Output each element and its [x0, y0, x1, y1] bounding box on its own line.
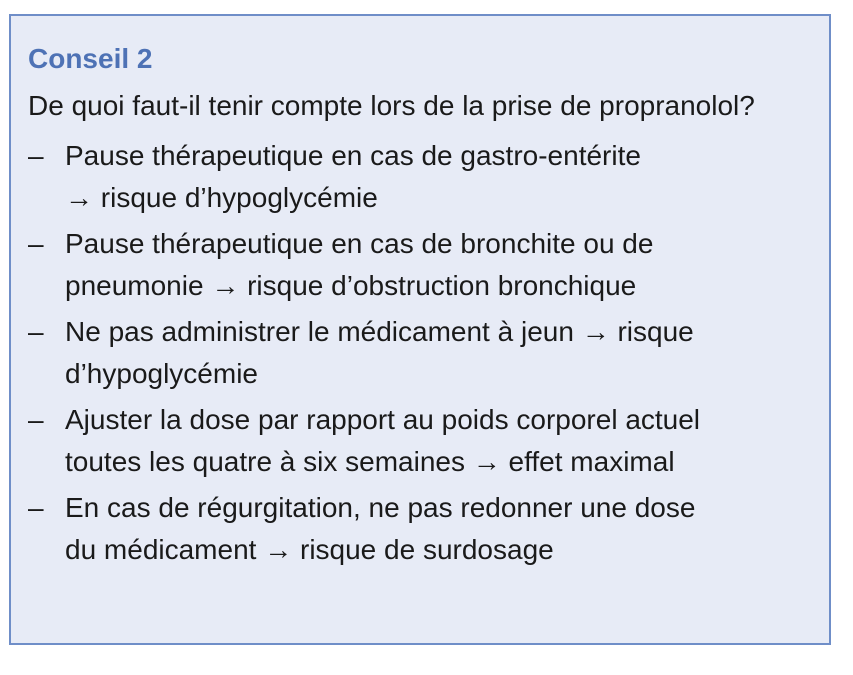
list-item [28, 135, 811, 219]
dash-bullet: – [28, 140, 44, 171]
dash-bullet: – [28, 492, 44, 523]
list-item [28, 311, 811, 395]
advice-box [9, 14, 831, 645]
list-item [28, 223, 811, 307]
dash-bullet: – [28, 404, 44, 435]
list-item-text: Pause thérapeutique en cas de bronchite ou de pneumonie → risque d’obstruction bronchique [65, 228, 654, 301]
list-item-text: Pause thérapeutique en cas de gastro-entérite → risque d’hypoglycémie [65, 140, 641, 213]
list-item [28, 399, 811, 483]
list-item-text: Ne pas administrer le médicament à jeun → risque d’hypoglycémie [65, 316, 694, 389]
advice-list [28, 135, 811, 571]
list-item-text: En cas de régurgitation, ne pas redonner une dose du médicament → risque de surdosage [65, 492, 696, 565]
list-item [28, 487, 811, 571]
advice-title: Conseil 2 [28, 43, 153, 74]
list-item-text: Ajuster la dose par rapport au poids corporel actuel toutes les quatre à six semaines → effet maximal [65, 404, 701, 477]
advice-question: De quoi faut-il tenir compte lors de la prise de propranolol? [28, 90, 755, 121]
dash-bullet: – [28, 228, 44, 259]
dash-bullet: – [28, 316, 44, 347]
